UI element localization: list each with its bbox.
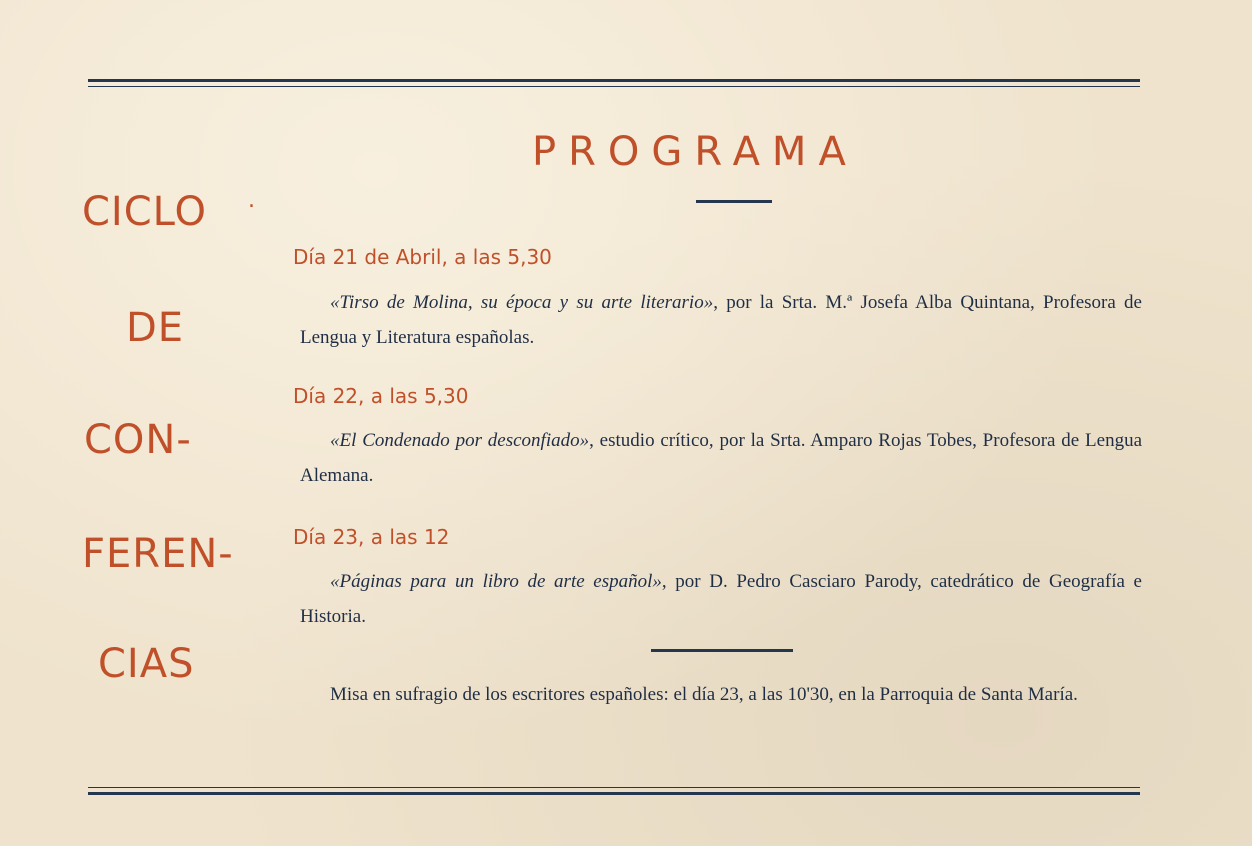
bottom-double-rule — [88, 787, 1140, 795]
title-underline — [696, 200, 772, 203]
event-3-talk-title: «Páginas para un libro de arte español» — [330, 571, 662, 592]
event-2-talk-title: «El Condenado por desconfiado» — [330, 430, 590, 451]
program-title: PROGRAMA — [532, 129, 858, 175]
side-heading-line-3: CON- — [84, 417, 192, 463]
event-3-details: , por D. Pedro Casciaro Parody, catedrático de Geografía e Historia. — [300, 571, 1142, 627]
event-2-description — [300, 423, 1142, 493]
side-heading-dot: . — [248, 188, 256, 213]
section-divider — [651, 649, 793, 652]
event-2-day: Día 22, a las 5,30 — [293, 384, 469, 408]
side-heading-line-1: CICLO — [82, 189, 207, 235]
event-1-description — [300, 285, 1142, 355]
event-3-day: Día 23, a las 12 — [293, 525, 450, 549]
closing-note: Misa en sufragio de los escritores españoles: el día 23, a las 10'30, en la Parroquia de Santa María. — [330, 684, 1078, 705]
event-1-day: Día 21 de Abril, a las 5,30 — [293, 245, 552, 269]
side-heading-line-4: FEREN- — [82, 531, 234, 577]
event-3-description — [300, 564, 1142, 634]
side-heading-line-2: DE — [126, 305, 185, 351]
top-double-rule — [88, 79, 1140, 87]
event-2-details: , estudio crítico, por la Srta. Amparo Rojas Tobes, Profesora de Lengua Alemana. — [300, 430, 1143, 486]
side-heading-line-5: CIAS — [98, 641, 195, 687]
event-1-talk-title: «Tirso de Molina, su época y su arte literario» — [330, 292, 714, 313]
event-1-details: , por la Srta. M.ª Josefa Alba Quintana, Profesora de Lengua y Literatura españolas. — [300, 292, 1142, 348]
